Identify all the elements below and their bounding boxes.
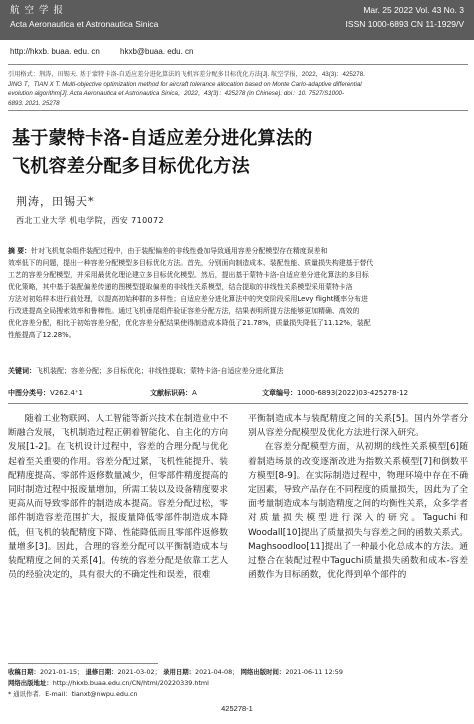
citation-line: 引用格式：荆涛，田锡天. 基于蒙特卡洛-自适应差分进化算法的飞机容差分配多目标优化方法[J]. 航空学报，2022，43(3)：425278. bbox=[8, 71, 365, 78]
abstract-line: 优化策略，其中基于装配偏差传递的图模型提取偏差的非线性关系模型，结合提取的非线性关系模型采用蒙特卡洛 bbox=[8, 283, 353, 291]
body-paragraph: 随着工业物联网、人工智能等新兴技术在制造业中不断融合发展，飞机制造过程正朝着智能化、自主化的方向发展[1-2]。在飞机设计过程中，容差的合理分配与优化起着至关重要的作用。容差分配过紧，飞机性能提升、装配精度提高、零部件返修数量减少，但零部件精度提高的同时制造过程中报废量增加，所需工装以及设备精度要求更高从而导致零部件的制造成本提高。容差分配过松，零部件制造容差范围扩大，报废量降低零部件制造成本降低，但飞机的装配精度下降、性能降低而且零部件返修数量增多[3]。因此，合理的容差分配可以平衡制造成本与装配精度之间的关系[4]。传统的容差分配是依靠工艺人员的经验决定的，具有很大的不确定性和误差，很难 bbox=[8, 414, 228, 581]
footnote-corresponding bbox=[8, 689, 468, 698]
footnote-url bbox=[8, 678, 468, 687]
divider bbox=[8, 64, 468, 65]
received-label: 收稿日期： bbox=[8, 668, 40, 676]
keywords-text: 飞机装配；容差分配；多目标优化；非线性提取；蒙特卡洛-自适应差分进化算法 bbox=[36, 367, 284, 375]
body-paragraph: 在容差分配模型方面，从初期的线性关系模型[6]随着制造场景的改变逐渐改进为指数关系模型[7]和倒数平方模型[8-9]。在实际制造过程中，物理环境中存在不确定因素，导致产品存在不同程度的质量损失，因此为了全面考量制造成本与制造精度之间的均衡性关系，众多学者对质量损失模型进行深入的研究。Taguchi和Woodall[10]提出了质量损失与容差之间的函数关系式。Maghsoodloo[11]提出了一种最小化总成本的方法。通过整合在装配过程中Taguchi质量损失函数和成本-容差函数作为目标函数，优化得到单个部件的 bbox=[248, 442, 469, 581]
article-number-label: 文章编号： bbox=[262, 389, 297, 397]
abstract bbox=[8, 245, 468, 341]
body-right-column bbox=[248, 412, 468, 582]
corresponding-email[interactable]: E-mail：tianxt@nwpu.edu.cn bbox=[45, 690, 138, 698]
abstract-line: 工艺的容差分配模型，并采用最优化理论建立多目标优化模型。然后，提出基于蒙特卡洛-自适应差分进化算法的多目标 bbox=[8, 271, 369, 279]
body-left-column bbox=[8, 412, 228, 582]
abstract-line: 性能提高了12.28%。 bbox=[8, 331, 76, 339]
journal-name-cn: 航 空 学 报 bbox=[10, 5, 65, 16]
received-date: 2021-01-15； bbox=[39, 668, 84, 676]
journal-website-link[interactable]: http://hkxb. buaa. edu. cn bbox=[10, 47, 100, 56]
footnote-divider bbox=[8, 663, 158, 664]
abstract-label: 摘 要： bbox=[8, 247, 32, 255]
article-number bbox=[262, 388, 408, 398]
authors: 荆涛，田锡天* bbox=[16, 195, 95, 208]
paper-title-line2: 飞机容差分配多目标优化方法 bbox=[12, 156, 250, 177]
abstract-line: 方法对初始样本进行前处理，以提高初始种群的多样性；自适应差分进化算法中的突变阶段采用Levy flight概率分布进 bbox=[8, 295, 368, 303]
citation-line: evolution algorithm[J]. Acta Aeronautica et Astronautica Sinica，2022，43(3)：425278 (in Chinese). doi：10. 7527/S1000- bbox=[8, 90, 345, 98]
clc-value: V262.4⁺1 bbox=[50, 389, 83, 397]
abstract-line: 效率低下的问题，提出一种容差分配模型多目标优化方法。首先，分别面向制造成本、装配性能、质量损失构建基于替代 bbox=[8, 259, 374, 267]
abstract-line: 优化容差分配，相比于初始容差分配，优化容差分配结果使得制造成本降低了21.78%，质量损失降低了11.12%，装配 bbox=[8, 319, 371, 327]
journal-url-bar bbox=[0, 44, 474, 62]
keywords bbox=[8, 366, 468, 376]
abstract-line: 针对飞机复杂组件装配过程中，由于装配偏差的非线性叠加导致通用容差分配模型存在精度误差和 bbox=[31, 247, 328, 255]
citation-block bbox=[8, 70, 468, 108]
divider bbox=[8, 403, 468, 404]
body-paragraph: 平衡制造成本与装配精度之间的关系[5]。国内外学者分别从容差分配模型及优化方法进行深入研究。 bbox=[248, 414, 468, 439]
citation-line: 6893. 2021. 25278 bbox=[8, 99, 60, 107]
online-label: 网络出版时间： bbox=[240, 668, 286, 676]
abstract-line: 行改进提高全局搜索效率和鲁棒性。通过飞机垂尾组件验证容差分配方法，结果表明所提方法能够更加精确、高效的 bbox=[8, 307, 360, 315]
journal-email-link[interactable]: hkxb@buaa. edu. cn bbox=[120, 47, 194, 56]
document-code bbox=[150, 388, 197, 398]
page-number: 425278-1 bbox=[221, 704, 253, 713]
keywords-label: 关键词： bbox=[8, 367, 36, 375]
paper-title-line1: 基于蒙特卡洛-自适应差分进化算法的 bbox=[12, 128, 313, 149]
accepted-label: 录用日期： bbox=[163, 668, 196, 676]
corresponding-label: * 通讯作者． bbox=[8, 690, 46, 698]
revised-label: 退修日期： bbox=[85, 668, 118, 676]
footnote-dates bbox=[8, 667, 468, 676]
clc-number bbox=[8, 388, 83, 398]
accepted-date: 2021-04-08； bbox=[195, 668, 239, 676]
doc-code-value: A bbox=[192, 389, 197, 397]
affiliation: 西北工业大学 机电学院，西安 710072 bbox=[16, 216, 165, 225]
article-number-value: 1000-6893(2022)03-425278-12 bbox=[297, 389, 409, 397]
issn-info: ISSN 1000-6893 CN 11-1929/V bbox=[345, 19, 464, 29]
citation-line: JING T，TIAN X T. Multi-objective optimization method for aircraft tolerance allocation based on Monte Carlo-adaptive differential bbox=[8, 80, 362, 88]
revised-date: 2021-03-02； bbox=[117, 668, 162, 676]
divider bbox=[8, 110, 468, 111]
journal-name-en: Acta Aeronautica et Astronautica Sinica bbox=[10, 19, 159, 29]
doc-code-label: 文献标识码： bbox=[150, 389, 192, 397]
online-url-label: 网络出版地址： bbox=[8, 679, 53, 687]
clc-label: 中图分类号： bbox=[8, 389, 50, 397]
issue-info: Mar. 25 2022 Vol. 43 No. 3 bbox=[363, 5, 464, 15]
online-date: 2021-06-11 12:59 bbox=[285, 668, 343, 676]
online-url-link[interactable]: http://hkxb.buaa.edu.cn/CN/html/20220339.html bbox=[52, 679, 209, 687]
